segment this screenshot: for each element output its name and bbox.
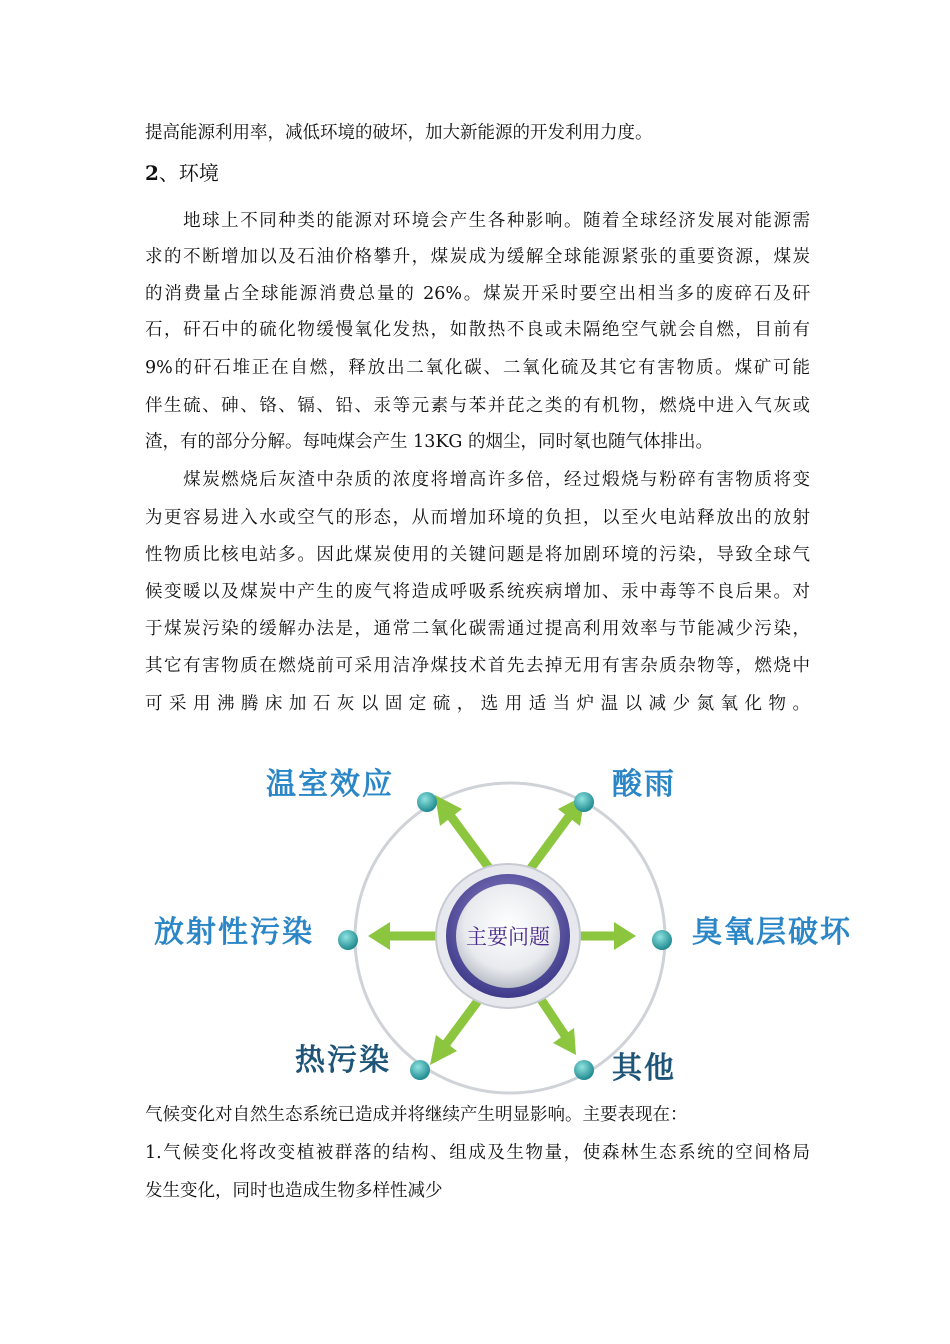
after-line-1: 气候变化对自然生态系统已造成并将继续产生明显影响。主要表现在： xyxy=(145,1105,688,1125)
paragraph-line: 可采用沸腾床加石灰以固定硫，选用适当炉温以减少氮氧化物。 xyxy=(145,694,810,714)
problems-diagram xyxy=(150,740,870,1100)
paragraph-line: 煤炭燃烧后灰渣中杂质的浓度将增高许多倍，经过煅烧与粉碎有害物质将变 xyxy=(145,470,810,490)
node-bottom-right xyxy=(574,1060,594,1080)
node-bottom-left xyxy=(410,1060,430,1080)
label-radioactive: 放射性污染 xyxy=(154,915,314,950)
paragraph-line: 伴生硫、砷、铬、镉、铅、汞等元素与苯并芘之类的有机物，燃烧中进入气灰或 xyxy=(145,396,810,416)
node-top-right xyxy=(574,792,594,812)
node-right xyxy=(652,930,672,950)
section-number: 2 xyxy=(145,161,159,185)
section-title: 、环境 xyxy=(158,161,219,185)
node-left xyxy=(338,930,358,950)
after-line-3: 发生变化，同时也造成生物多样性减少 xyxy=(145,1181,443,1201)
paragraph-line: 求的不断增加以及石油价格攀升，煤炭成为缓解全球能源紧张的重要资源，煤炭 xyxy=(145,247,810,267)
node-top-left xyxy=(417,792,437,812)
label-other: 其他 xyxy=(612,1051,676,1086)
paragraph-line: 于煤炭污染的缓解办法是，通常二氧化碳需通过提高利用效率与节能减少污染， xyxy=(145,619,810,639)
arrow-right-head xyxy=(614,922,636,950)
arrow-left-head xyxy=(368,922,390,950)
paragraph-line: 候变暖以及煤炭中产生的废气将造成呼吸系统疾病增加、汞中毒等不良后果。对 xyxy=(145,582,810,602)
center-badge xyxy=(436,864,580,1008)
paragraph-line: 9%的矸石堆正在自燃，释放出二氧化碳、二氧化硫及其它有害物质。煤矿可能 xyxy=(145,358,810,378)
label-acid-rain: 酸雨 xyxy=(612,767,676,802)
after-line-2: 1.气候变化将改变植被群落的结构、组成及生物量，使森林生态系统的空间格局 xyxy=(145,1143,810,1163)
paragraph-line: 性物质比核电站多。因此煤炭使用的关键问题是将加剧环境的污染，导致全球气 xyxy=(145,545,810,565)
label-ozone: 臭氧层破坏 xyxy=(692,915,852,950)
label-greenhouse: 温室效应 xyxy=(266,767,394,802)
section-heading xyxy=(145,160,219,186)
paragraph-line: 石，矸石中的硫化物缓慢氧化发热，如散热不良或未隔绝空气就会自燃，目前有 xyxy=(145,320,810,340)
center-label: 主要问题 xyxy=(466,925,550,949)
paragraph-line: 其它有害物质在燃烧前可采用洁净煤技术首先去掉无用有害杂质杂物等，燃烧中 xyxy=(145,656,810,676)
intro-line: 提高能源利用率，减低环境的破坏，加大新能源的开发利用力度。 xyxy=(145,123,653,143)
paragraph-line: 的消费量占全球能源消费总量的 26%。煤炭开采时要空出相当多的废碎石及矸 xyxy=(145,284,810,304)
arrow-bottom-right-shaft xyxy=(540,998,568,1040)
paragraph-line: 渣，有的部分分解。每吨煤会产生 13KG 的烟尘，同时氡也随气体排出。 xyxy=(145,432,713,452)
paragraph-line: 为更容易进入水或空气的形态，从而增加环境的负担，以至火电站释放出的放射 xyxy=(145,508,810,528)
label-thermal: 热污染 xyxy=(295,1043,391,1078)
paragraph-line: 地球上不同种类的能源对环境会产生各种影响。随着全球经济发展对能源需 xyxy=(145,211,810,231)
